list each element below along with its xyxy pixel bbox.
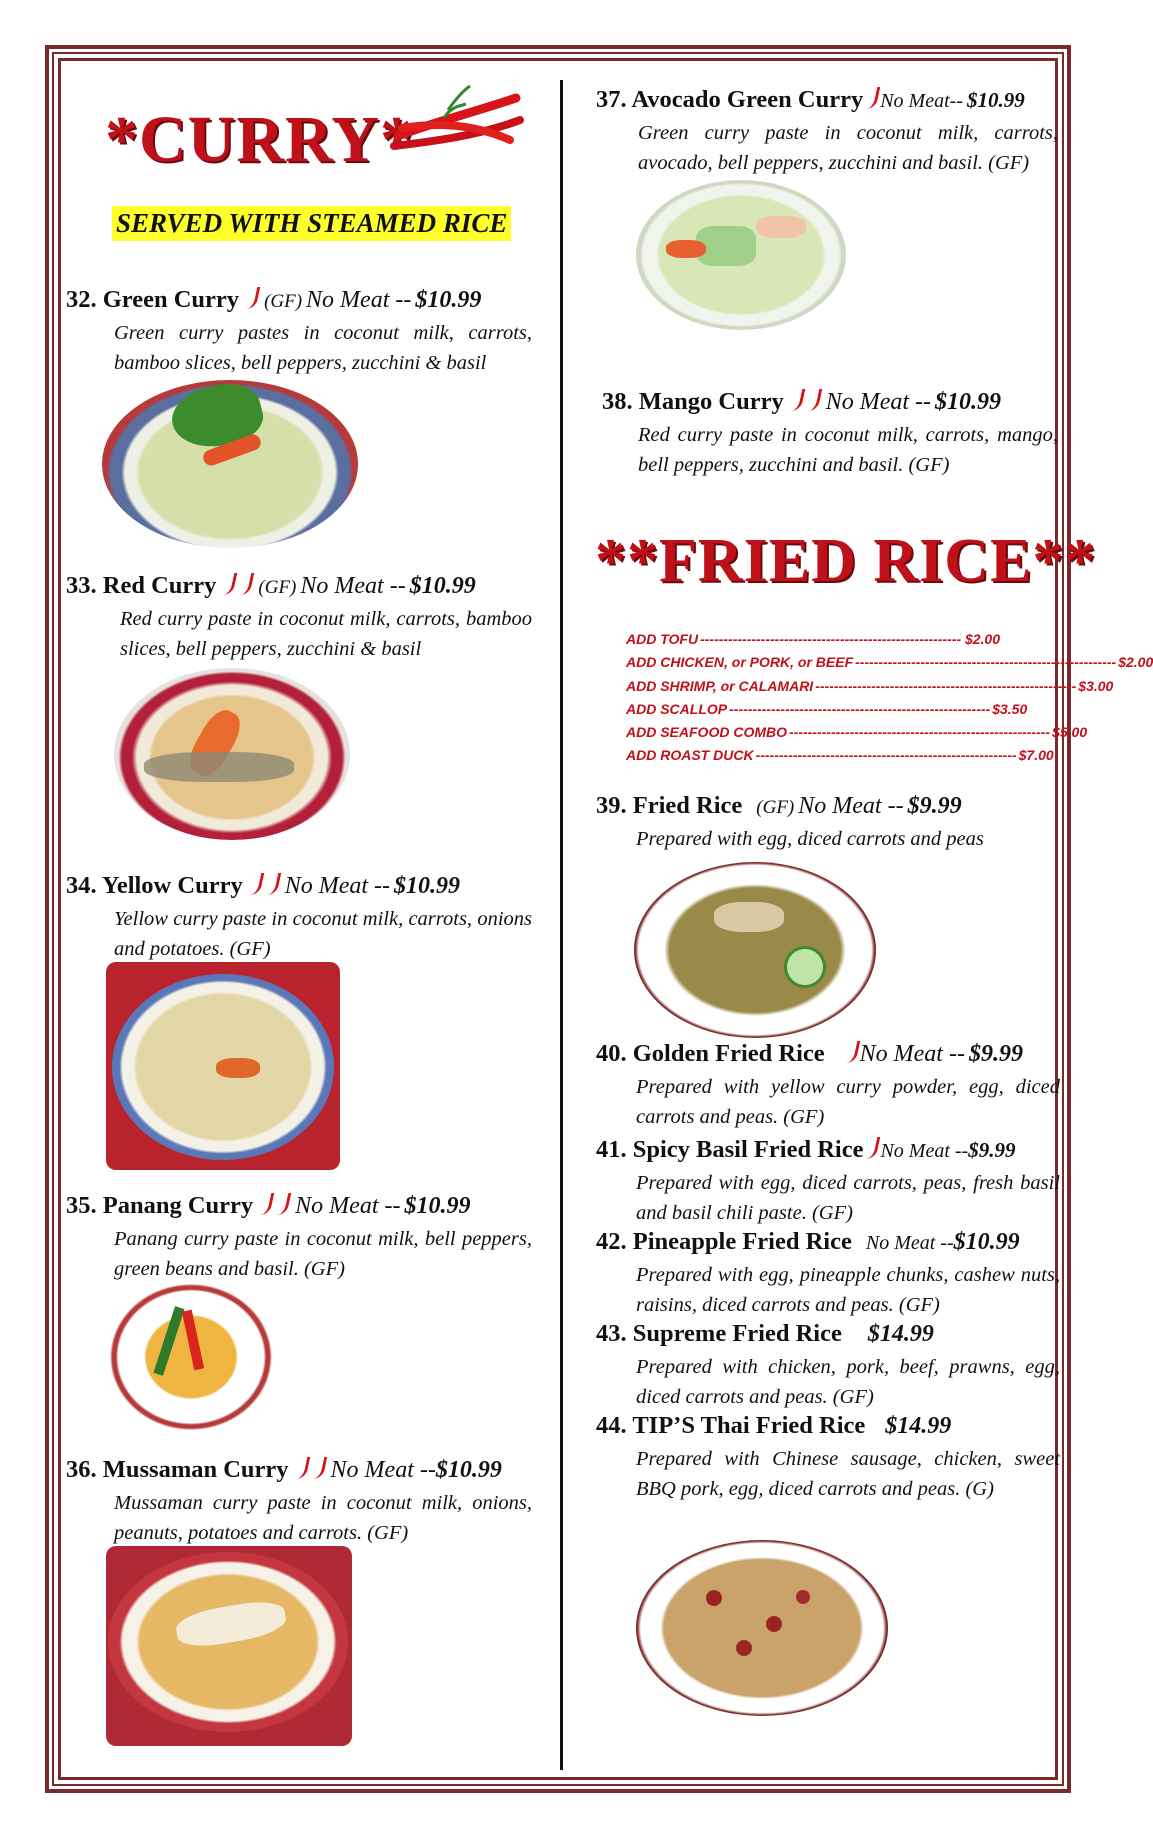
item-price: $10.99 bbox=[394, 873, 461, 899]
add-on-row: ADD SEAFOOD COMBO -------------------------------------------------------- $5.00 bbox=[626, 724, 1088, 741]
item-description: Yellow curry paste in coconut milk, carrots, onions and potatoes. (GF) bbox=[114, 908, 532, 960]
chili-icon bbox=[292, 1457, 310, 1479]
green-curry-photo bbox=[102, 380, 358, 548]
fried-rice-photo bbox=[634, 862, 876, 1038]
chili-icon bbox=[263, 873, 281, 895]
item-price: $10.99 bbox=[953, 1229, 1020, 1255]
item-name: 44. TIP’S Thai Fried Rice bbox=[596, 1412, 866, 1439]
item-name: 35. Panang Curry bbox=[66, 1192, 254, 1219]
item-price: $9.99 bbox=[968, 1138, 1016, 1162]
add-on-row: ADD CHICKEN, or PORK, or BEEF -------------------------------------------------------- $2.00 bbox=[626, 654, 1153, 671]
no-meat-label: No Meat -- bbox=[880, 1140, 969, 1162]
curry-section-title: *CURRY* bbox=[105, 103, 414, 176]
menu-item bbox=[596, 1136, 1060, 1228]
no-meat-label: No Meat -- bbox=[306, 287, 412, 313]
gf-label: (GF) bbox=[264, 291, 303, 312]
chili-icon bbox=[274, 1193, 292, 1215]
item-description: Green curry pastes in coconut milk, carrots, bamboo slices, bell peppers, zucchini & basil bbox=[114, 322, 532, 374]
served-with-rice-banner: SERVED WITH STEAMED RICE bbox=[112, 206, 511, 241]
fried-rice-section-title: **FRIED RICE** bbox=[595, 527, 1097, 595]
item-description: Red curry paste in coconut milk, carrots, bamboo slices, bell peppers, zucchini & basil bbox=[120, 608, 532, 660]
chili-icon bbox=[804, 389, 822, 411]
no-meat-label: No Meat -- bbox=[295, 1193, 401, 1219]
tips-thai-fried-rice-photo bbox=[636, 1540, 888, 1716]
item-description: Prepared with egg, pineapple chunks, cashew nuts, raisins, diced carrots and peas. (GF) bbox=[636, 1264, 1060, 1316]
add-on-row: ADD TOFU -------------------------------------------------------- $2.00 bbox=[626, 631, 1000, 647]
chili-icon bbox=[257, 1193, 275, 1215]
menu-item bbox=[66, 572, 532, 664]
item-price: $14.99 bbox=[885, 1413, 952, 1439]
item-price: $10.99 bbox=[935, 389, 1002, 415]
no-meat-label: No Meat -- bbox=[300, 573, 406, 599]
menu-item bbox=[66, 872, 532, 964]
menu-item bbox=[596, 1228, 1060, 1320]
no-meat-label: No Meat -- bbox=[330, 1457, 436, 1483]
item-price: $10.99 bbox=[966, 88, 1025, 112]
item-description: Mussaman curry paste in coconut milk, onions, peanuts, potatoes and carrots. (GF) bbox=[114, 1492, 532, 1544]
mussaman-curry-photo bbox=[106, 1546, 352, 1746]
chili-icon bbox=[842, 1041, 860, 1063]
gf-label: (GF) bbox=[756, 797, 795, 818]
menu-item bbox=[602, 388, 1060, 480]
add-ons-list bbox=[626, 628, 1153, 768]
item-description: Panang curry paste in coconut milk, bell peppers, green beans and basil. (GF) bbox=[114, 1228, 532, 1280]
avocado-green-curry-photo bbox=[636, 180, 846, 330]
item-description: Prepared with egg, diced carrots, peas, fresh basil and basil chili paste. (GF) bbox=[636, 1172, 1060, 1224]
item-price: $9.99 bbox=[907, 793, 962, 819]
item-description: Prepared with Chinese sausage, chicken, sweet BBQ pork, egg, diced carrots and peas. (G) bbox=[636, 1448, 1060, 1500]
gf-label: (GF) bbox=[258, 577, 297, 598]
menu-item bbox=[596, 1040, 1060, 1132]
add-on-row: ADD SHRIMP, or CALAMARI -------------------------------------------------------- $3.00 bbox=[626, 677, 1114, 694]
item-name: 33. Red Curry bbox=[66, 572, 217, 599]
item-name: 41. Spicy Basil Fried Rice bbox=[596, 1136, 864, 1163]
item-price: $9.99 bbox=[968, 1041, 1023, 1067]
chili-icon bbox=[863, 87, 881, 109]
menu-item bbox=[66, 1192, 532, 1284]
menu-item bbox=[596, 86, 1060, 178]
no-meat-label: No Meat -- bbox=[798, 793, 904, 819]
chili-icon bbox=[237, 573, 255, 595]
item-price: $14.99 bbox=[867, 1321, 934, 1347]
menu-item bbox=[596, 1412, 1060, 1504]
item-description: Prepared with yellow curry powder, egg, diced carrots and peas. (GF) bbox=[636, 1076, 1060, 1128]
item-name: 43. Supreme Fried Rice bbox=[596, 1320, 842, 1347]
chili-icon bbox=[220, 573, 238, 595]
add-on-row: ADD SCALLOP -------------------------------------------------------- $3.50 bbox=[626, 700, 1028, 717]
item-name: 34. Yellow Curry bbox=[66, 872, 243, 899]
item-price: $10.99 bbox=[415, 287, 482, 313]
menu-item bbox=[596, 1320, 1060, 1412]
item-name: 42. Pineapple Fried Rice bbox=[596, 1228, 852, 1255]
menu-item bbox=[66, 286, 532, 378]
item-description: Red curry paste in coconut milk, carrots, mango, bell peppers, zucchini and basil. (GF) bbox=[638, 424, 1058, 476]
no-meat-label: No Meat-- bbox=[880, 90, 963, 112]
red-curry-photo bbox=[114, 668, 350, 840]
menu-item bbox=[596, 792, 1060, 854]
item-price: $10.99 bbox=[435, 1457, 502, 1483]
add-on-row: ADD ROAST DUCK -------------------------------------------------------- $7.00 bbox=[626, 747, 1054, 764]
item-name: 38. Mango Curry bbox=[602, 388, 784, 415]
chili-icon bbox=[246, 873, 264, 895]
chili-icon bbox=[863, 1137, 881, 1159]
panang-curry-photo bbox=[108, 1282, 274, 1432]
item-name: 32. Green Curry bbox=[66, 286, 240, 313]
no-meat-label: No Meat -- bbox=[284, 873, 391, 899]
chili-icon bbox=[787, 389, 805, 411]
chili-peppers-icon bbox=[388, 84, 528, 164]
item-description: Prepared with chicken, pork, beef, prawns, egg, diced carrots and peas. (GF) bbox=[636, 1356, 1060, 1408]
item-description: Prepared with egg, diced carrots and peas bbox=[636, 828, 984, 850]
no-meat-label: No Meat -- bbox=[859, 1041, 965, 1067]
item-name: 37. Avocado Green Curry bbox=[596, 86, 864, 113]
chili-icon bbox=[309, 1457, 327, 1479]
item-name: 40. Golden Fried Rice bbox=[596, 1040, 825, 1067]
item-name: 36. Mussaman Curry bbox=[66, 1456, 289, 1483]
yellow-curry-photo bbox=[106, 962, 340, 1170]
column-divider bbox=[560, 80, 563, 1770]
item-price: $10.99 bbox=[409, 573, 476, 599]
chili-icon bbox=[243, 287, 261, 309]
item-description: Green curry paste in coconut milk, carrots, avocado, bell peppers, zucchini and basil. (GF) bbox=[638, 122, 1058, 174]
item-name: 39. Fried Rice bbox=[596, 792, 743, 819]
item-price: $10.99 bbox=[404, 1193, 471, 1219]
no-meat-label: No Meat -- bbox=[825, 389, 932, 415]
no-meat-label: No Meat -- bbox=[865, 1232, 954, 1254]
menu-item bbox=[66, 1456, 532, 1548]
